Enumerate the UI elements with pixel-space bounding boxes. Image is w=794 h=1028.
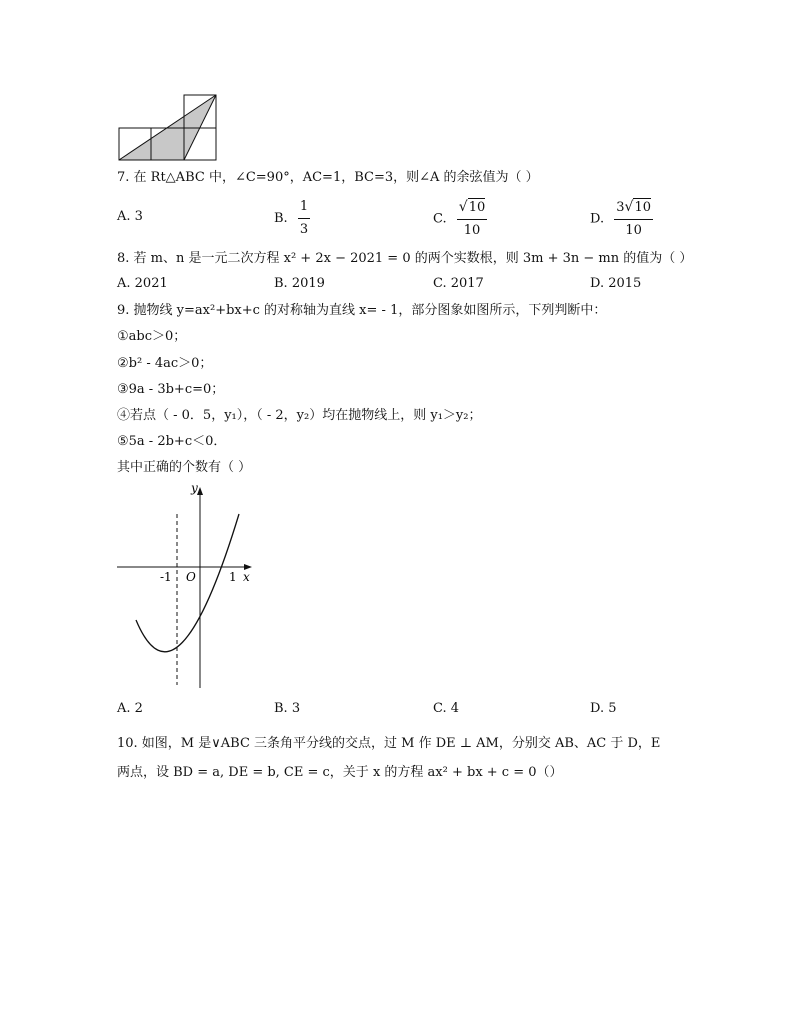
q7-option-d: D. $\frac{3√10}{10}$ xyxy=(590,199,651,238)
question-10-line-1: 10. 如图，M 是∨ABC 三条角平分线的交点，过 M 作 DE ⊥ AM，分别交 AB、AC 于 D，E xyxy=(117,736,661,751)
q7-option-b-fraction: $\frac{1}{3}$ xyxy=(299,199,309,237)
q8-option-b: B. 2019 xyxy=(274,276,325,291)
q9-statement-5: ⑤5a - 2b+c＜0． xyxy=(117,434,227,449)
y-axis-arrow xyxy=(197,487,203,495)
q9-option-a: A. 2 xyxy=(117,701,143,716)
origin-label: O xyxy=(186,570,196,584)
x-axis-label: x xyxy=(243,570,250,584)
tick-label-one: 1 xyxy=(229,570,237,584)
q8-option-c: C. 2017 xyxy=(433,276,484,291)
question-7-text: 7. 在 Rt△ABC 中，∠C=90°，AC=1，BC=3，则∠A 的余弦值为（ ） xyxy=(117,170,539,185)
y-axis-label: y xyxy=(191,481,198,495)
q9-option-b: B. 3 xyxy=(274,701,301,716)
tick-label-neg1: -1 xyxy=(160,570,172,584)
q7-option-b: B. $\frac{1}{3}$ xyxy=(274,199,309,237)
q8-option-d: D. 2015 xyxy=(590,276,642,291)
q8-option-a: A. 2021 xyxy=(117,276,168,291)
question-8-text: 8. 若 m、n 是一元二次方程 x² + 2x − 2021 = 0 的两个实数根，则 3m + 3n − mn 的值为（ ） xyxy=(117,251,693,266)
q9-option-c: C. 4 xyxy=(433,701,460,716)
q7-option-d-fraction: $\frac{3√10}{10}$ xyxy=(616,199,651,238)
q9-question: 其中正确的个数有（ ） xyxy=(117,460,252,475)
parabola-graph xyxy=(115,478,260,693)
q7-option-c-fraction: $\frac{√10}{10}$ xyxy=(458,199,486,238)
q7-option-c: C. $\frac{√10}{10}$ xyxy=(433,199,486,238)
grid-triangle-figure xyxy=(115,92,221,164)
q7-option-a: A. 3 xyxy=(117,209,143,224)
q9-statement-1: ①abc＞0； xyxy=(117,329,187,344)
q9-option-d: D. 5 xyxy=(590,701,617,716)
q9-statement-4: ④若点（ - 0．5，y₁），（ - 2，y₂）均在抛物线上，则 y₁＞y₂； xyxy=(117,408,482,423)
q9-statement-2: ②b² - 4ac＞0； xyxy=(117,356,213,371)
question-10-line-2: 两点，设 BD = a, DE = b, CE = c，关于 x 的方程 ax² + bx + c = 0（） xyxy=(117,765,563,780)
question-9-text: 9. 抛物线 y=ax²+bx+c 的对称轴为直线 x= - 1，部分图象如图所示，下列判断中： xyxy=(117,303,607,318)
q9-statement-3: ③9a - 3b+c=0； xyxy=(117,382,225,397)
